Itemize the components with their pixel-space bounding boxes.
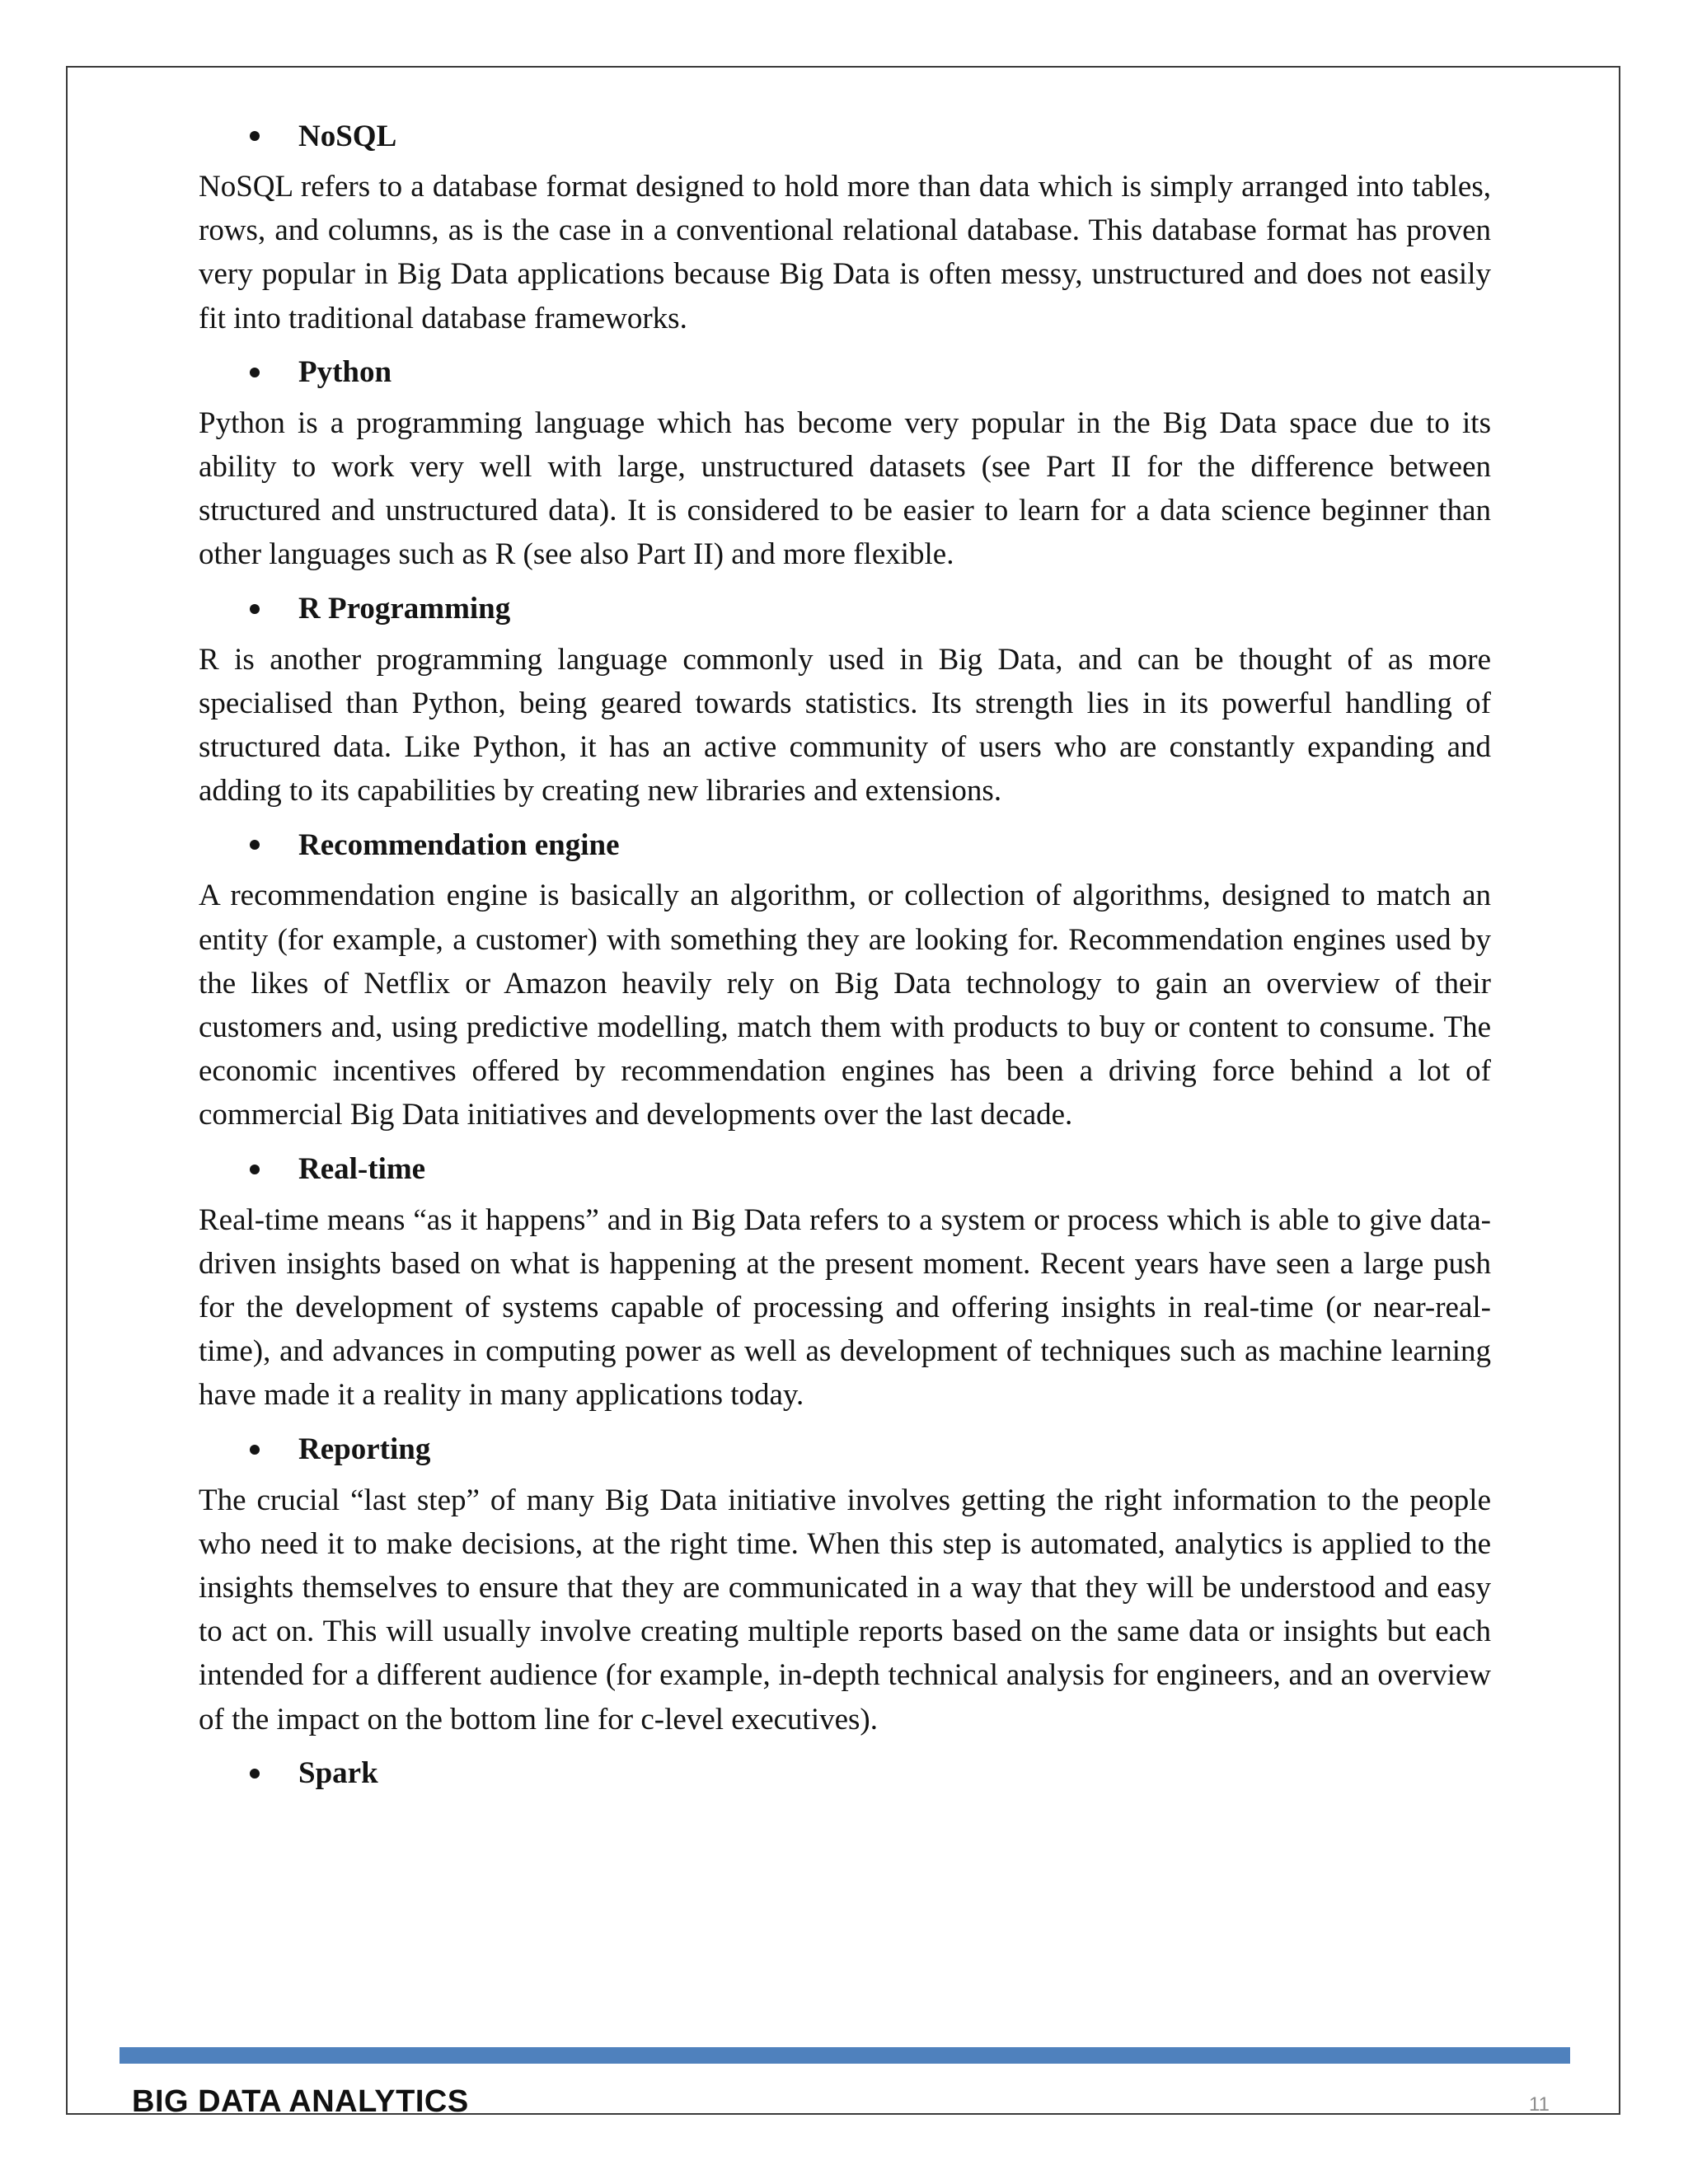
section-body-recommendation-engine: A recommendation engine is basically an algorithm, or collection of algorithms, designed to match an entity (for example, a customer) with something they are looking for. Recommendation engines used by the likes of Netflix or Amazon heavily rely on Big Data technology to gain an overview of their customers and, using predictive modelling, match them with products to buy or content to consume. The economic incentives offered by recommendation engines has been a driving force behind a lot of commercial Big Data initiatives and developments over the last decade. [199, 879, 1491, 1132]
footer-title: BIG DATA ANALYTICS [132, 2084, 469, 2119]
section-body-reporting: The crucial “last step” of many Big Data initiative involves getting the right information to the people who need it to make decisions, at the right time. When this step is automated, analytics is applied to the insights themselves to ensure that they are communicated in a way that they will be understood and easy to act on. This will usually involve creating multiple reports based on the same data or insights but each intended for a different audience (for example, in-depth technical analysis for engineers, and an overview of the impact on the bottom line for c-level executives). [199, 1483, 1491, 1736]
section-body-python: Python is a programming language which has become very popular in the Big Data space due to its ability to work very well with large, unstructured datasets (see Part II for the difference between structured and unstructured data). It is considered to be easier to learn for a data science beginner than other languages such as R (see also Part II) and more flexible. [199, 405, 1491, 572]
footer-accent-bar [120, 2047, 1570, 2064]
section-heading-r-programming [199, 587, 1491, 631]
section-heading-text: NoSQL [298, 119, 397, 153]
section-body-real-time: Real-time means “as it happens” and in Big Data refers to a system or process which is able to give data-driven insights based on what is happening at the present moment. Recent years have seen a large push for the development of systems capable of processing and offering insights in real-time (or near-real-time), and advances in computing power as well as development of techniques such as machine learning have made it a reality in many applications today. [199, 1202, 1491, 1413]
section-heading-text: R Programming [298, 592, 511, 626]
section-heading-text: Python [298, 355, 392, 390]
section-heading-text: Recommendation engine [298, 827, 620, 862]
bullet-icon [250, 840, 260, 850]
bullet-icon [250, 1769, 260, 1779]
section-heading-spark [199, 1751, 1491, 1796]
section-heading-reporting [199, 1427, 1491, 1472]
bullet-icon [250, 368, 260, 377]
section-heading-text: Spark [298, 1756, 378, 1791]
section-heading-text: Real-time [298, 1152, 426, 1187]
section-heading-python [199, 350, 1491, 395]
section-heading-text: Reporting [298, 1432, 431, 1467]
page-number: 11 [1529, 2093, 1550, 2116]
bullet-icon [250, 1165, 260, 1174]
section-body-nosql: NoSQL refers to a database format designed to hold more than data which is simply arranged into tables, rows, and columns, as is the case in a conventional relational database. This database format has proven very popular in Big Data applications because Big Data is often messy, unstructured and does not easily fit into traditional database frameworks. [199, 170, 1491, 335]
section-heading-nosql [199, 114, 1491, 158]
document-content [199, 114, 1491, 1802]
section-heading-recommendation-engine [199, 823, 1491, 867]
bullet-icon [250, 1445, 260, 1455]
section-heading-real-time [199, 1147, 1491, 1192]
section-body-r-programming: R is another programming language commonly used in Big Data, and can be thought of as more specialised than Python, being geared towards statistics. Its strength lies in its powerful handling of structured data. Like Python, it has an active community of users who are constantly expanding and adding to its capabilities by creating new libraries and extensions. [199, 642, 1491, 808]
bullet-icon [250, 131, 260, 141]
bullet-icon [250, 604, 260, 614]
